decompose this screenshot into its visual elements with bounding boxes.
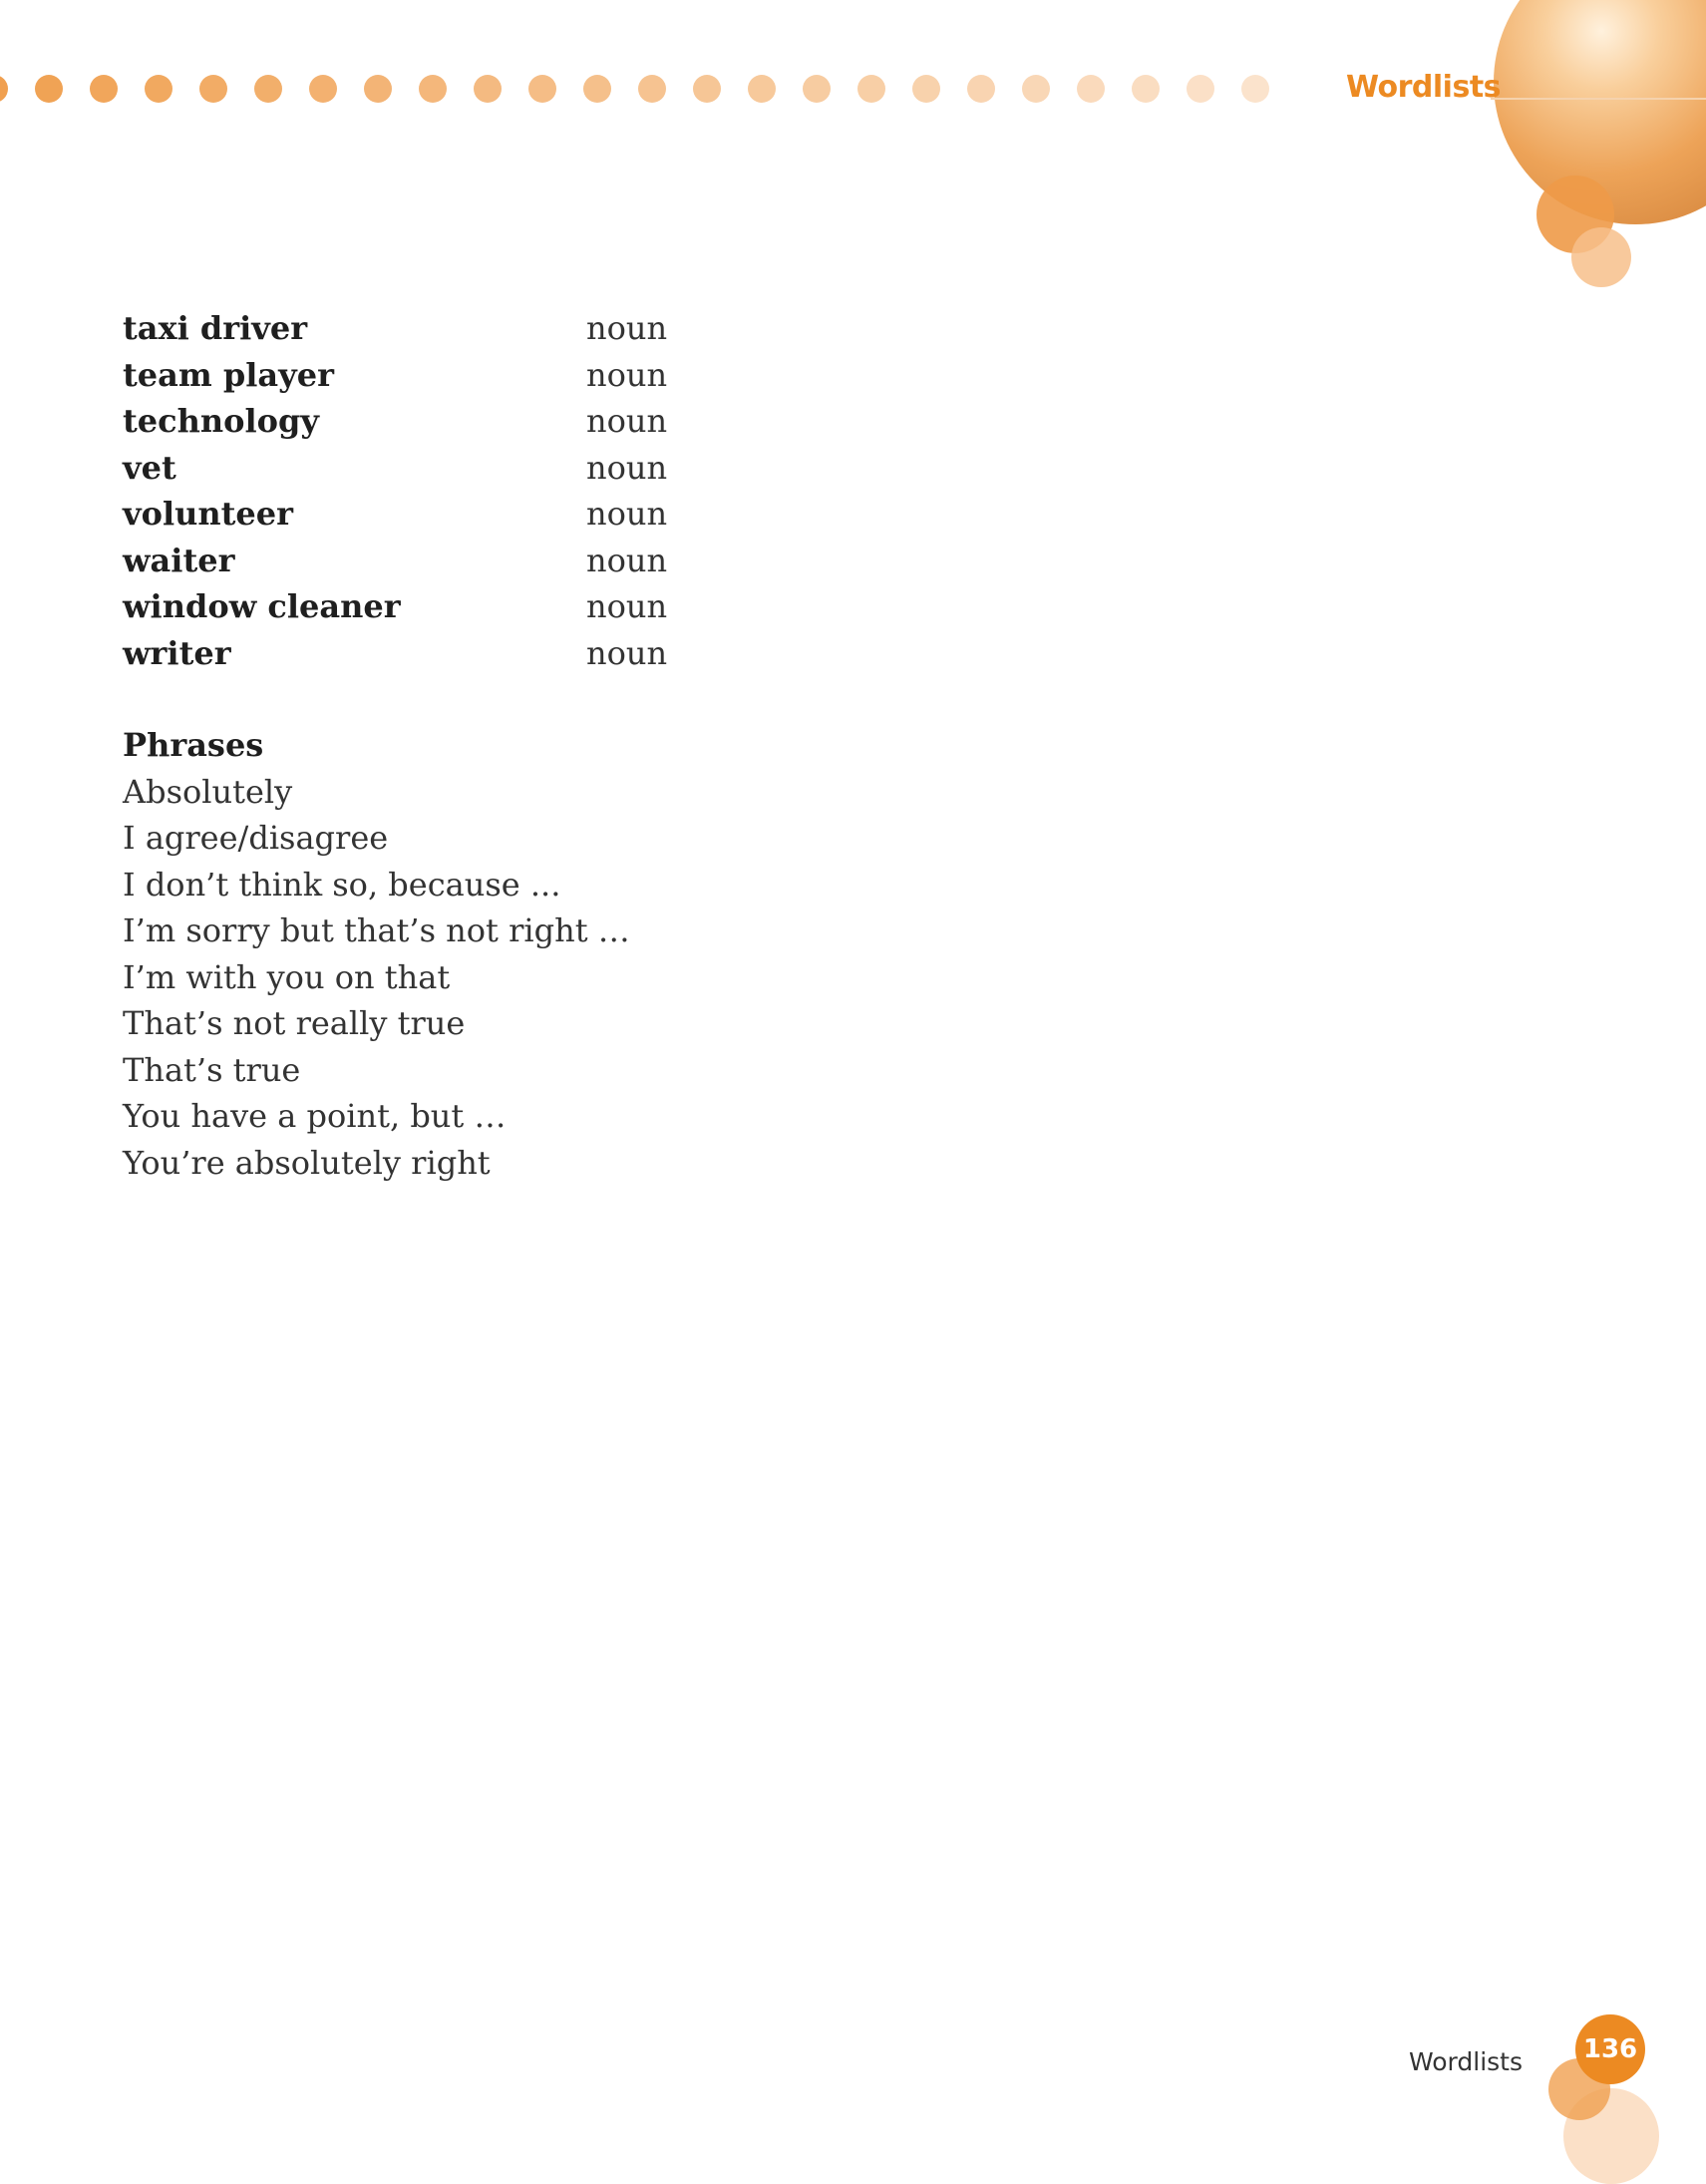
phrase-item: I agree/disagree bbox=[123, 819, 389, 857]
phrases-heading: Phrases bbox=[123, 726, 264, 764]
word-part-of-speech: noun bbox=[586, 495, 668, 533]
word-part-of-speech: noun bbox=[586, 587, 668, 625]
phrase-item: I’m sorry but that’s not right … bbox=[123, 911, 630, 949]
phrase-item: That’s not really true bbox=[123, 1004, 466, 1042]
decorative-dot bbox=[528, 75, 556, 103]
word-term: team player bbox=[123, 355, 334, 394]
decorative-dot bbox=[638, 75, 666, 103]
word-part-of-speech: noun bbox=[586, 402, 668, 440]
word-row bbox=[123, 587, 681, 634]
word-term: waiter bbox=[123, 541, 235, 579]
decorative-dot bbox=[967, 75, 995, 103]
decorative-dot bbox=[309, 75, 337, 103]
word-part-of-speech: noun bbox=[586, 541, 668, 579]
footer-section-label: Wordlists bbox=[1409, 2047, 1524, 2076]
phrase-item: I’m with you on that bbox=[123, 957, 451, 996]
page-header bbox=[0, 0, 1706, 299]
decorative-dot bbox=[748, 75, 776, 103]
decorative-circle bbox=[1571, 227, 1631, 287]
decorative-dot bbox=[419, 75, 447, 103]
phrase-item: You have a point, but … bbox=[123, 1097, 507, 1135]
word-term: writer bbox=[123, 633, 231, 672]
word-row bbox=[123, 402, 681, 449]
phrase-item: You’re absolutely right bbox=[123, 1143, 491, 1182]
word-term: vet bbox=[123, 448, 176, 487]
decorative-dot bbox=[1241, 75, 1269, 103]
decorative-dot bbox=[912, 75, 940, 103]
decorative-dot bbox=[1187, 75, 1214, 103]
word-row bbox=[123, 309, 681, 356]
word-term: taxi driver bbox=[123, 309, 308, 347]
word-term: technology bbox=[123, 402, 319, 440]
word-term: volunteer bbox=[123, 495, 293, 533]
decorative-dot bbox=[1022, 75, 1050, 103]
decorative-dot bbox=[1132, 75, 1160, 103]
decorative-dot bbox=[583, 75, 611, 103]
word-row bbox=[123, 495, 681, 542]
phrase-item: That’s true bbox=[123, 1050, 301, 1089]
word-list bbox=[123, 309, 681, 680]
decorative-dot bbox=[803, 75, 831, 103]
word-part-of-speech: noun bbox=[586, 309, 668, 347]
decorative-dot bbox=[1077, 75, 1105, 103]
decorative-dot bbox=[90, 75, 118, 103]
phrase-item: I don’t think so, because ... bbox=[123, 865, 561, 904]
decorative-dot bbox=[364, 75, 392, 103]
word-part-of-speech: noun bbox=[586, 633, 668, 672]
header-rule bbox=[1491, 98, 1706, 100]
word-row bbox=[123, 356, 681, 403]
section-title: Wordlists bbox=[1346, 70, 1502, 105]
decorative-dot bbox=[0, 75, 8, 103]
word-part-of-speech: noun bbox=[586, 355, 668, 394]
phrase-item: Absolutely bbox=[123, 772, 293, 811]
decorative-dot bbox=[693, 75, 721, 103]
decorative-dot-row bbox=[0, 75, 1336, 105]
decorative-dot bbox=[474, 75, 502, 103]
page-number-badge: 136 bbox=[1575, 2014, 1645, 2084]
word-part-of-speech: noun bbox=[586, 448, 668, 487]
decorative-dot bbox=[199, 75, 227, 103]
decorative-dot bbox=[857, 75, 885, 103]
word-row bbox=[123, 449, 681, 496]
word-row bbox=[123, 542, 681, 588]
decorative-dot bbox=[35, 75, 63, 103]
word-row bbox=[123, 634, 681, 681]
phrases-section bbox=[123, 726, 630, 1190]
word-term: window cleaner bbox=[123, 587, 401, 625]
decorative-dot bbox=[254, 75, 282, 103]
decorative-dot bbox=[145, 75, 172, 103]
